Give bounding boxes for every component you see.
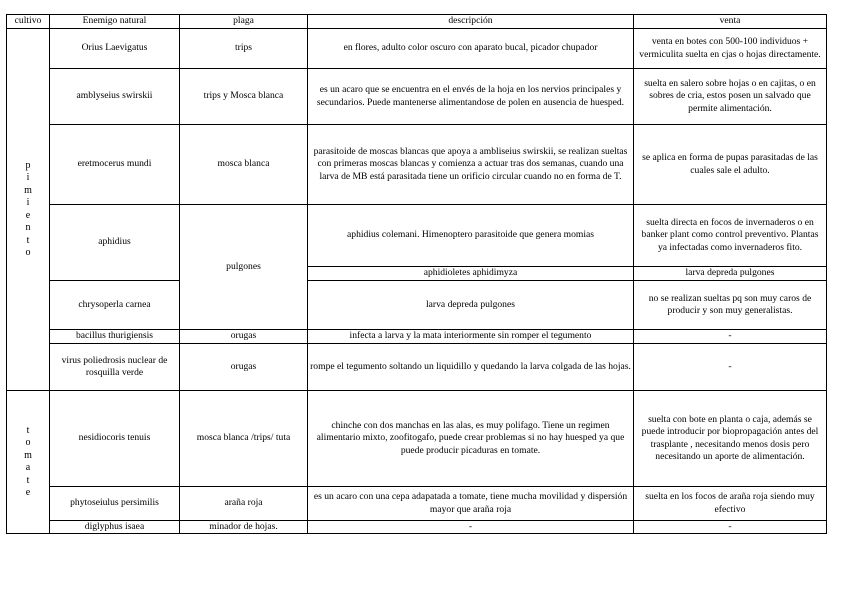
cell-descripcion[interactable]: - [308,521,634,534]
cell-venta[interactable]: no se realizan sueltas pq son muy caros de producir y son muy generalistas. [634,281,827,330]
crop-letter: e [25,209,31,221]
cell-venta[interactable]: suelta en los focos de araña roja siendo muy efectivo [634,487,827,521]
header-descripcion[interactable]: descripción [308,15,634,29]
cell-enemigo[interactable]: virus poliedrosis nuclear de rosquilla verde [50,344,180,391]
crop-letter: o [25,437,31,449]
cell-enemigo[interactable]: diglyphus isaea [50,521,180,534]
cell-plaga[interactable]: trips [180,29,308,69]
crop-cell-pimiento[interactable] [7,29,50,391]
cell-plaga[interactable]: mosca blanca /trips/ tuta [180,391,308,487]
cell-descripcion[interactable]: rompe el tegumento soltando un liquidillo y quedando la larva colgada de las hojas. [308,344,634,391]
header-plaga[interactable]: plaga [180,15,308,29]
crop-letter: p [25,159,31,171]
cell-enemigo[interactable]: Orius Laevigatus [50,29,180,69]
cell-venta[interactable]: - [634,521,827,534]
header-row [7,15,827,29]
crop-letter: i [26,197,30,208]
crop-letter: t [26,234,30,246]
crop-letter: e [25,487,31,499]
table-row [7,521,827,534]
cell-enemigo[interactable]: phytoseiulus persimilis [50,487,180,521]
header-cultivo[interactable]: cultivo [7,15,50,29]
crop-label-tomate [23,425,33,500]
crop-letter: i [26,172,30,183]
crop-letter: m [24,184,32,196]
cell-descripcion[interactable]: chinche con dos manchas en las alas, es muy polifago. Tiene un regimen alimentario mixto, zoofitogafo, puede crear problemas si no hay huesped ya que puede producir picaduras en tomate. [308,391,634,487]
cell-plaga[interactable]: pulgones [180,205,308,330]
header-venta[interactable]: venta [634,15,827,29]
cell-descripcion[interactable]: aphidioletes aphidimyza [308,267,634,281]
cell-descripcion[interactable]: es un acaro que se encuentra en el envés de la hoja en los nervios principales y secundarios. Puede mantenerse alimentandose de polen en ausencia de huesped. [308,69,634,125]
cell-descripcion[interactable]: en flores, adulto color oscuro con aparato bucal, picador chupador [308,29,634,69]
crop-label-pimiento [23,160,33,260]
cell-enemigo[interactable]: chrysoperla carnea [50,281,180,330]
table-row [7,29,827,69]
cell-descripcion[interactable]: parasitoide de moscas blancas que apoya a ambliseius swirskii, se realizan sueltas con primeras moscas blancas y comienza a actuar tras dos semanas, cuando una larva de MB está parasitada tiene un orificio circular cuando no en forma de T. [308,125,634,205]
pest-control-table [6,14,827,534]
cell-plaga[interactable]: trips y Mosca blanca [180,69,308,125]
table-row [7,281,827,330]
cell-venta[interactable]: suelta directa en focos de invernaderos o en banker plant como control preventivo. Plantas ya infectadas como invernaderos fito. [634,205,827,267]
cell-venta[interactable]: suelta en salero sobre hojas o en cajitas, o en sobres de cria, estos posen un salvado que permite alimentación. [634,69,827,125]
table-row [7,69,827,125]
table-row [7,344,827,391]
table-row [7,125,827,205]
cell-descripcion[interactable]: infecta a larva y la mata interiormente sin romper el tegumento [308,330,634,344]
table-row [7,330,827,344]
cell-descripcion[interactable]: larva depreda pulgones [308,281,634,330]
cell-plaga[interactable]: araña roja [180,487,308,521]
cell-descripcion[interactable]: aphidius colemani. Himenoptero parasitoide que genera momias [308,205,634,267]
cell-venta[interactable]: - [634,330,827,344]
table-row [7,487,827,521]
cell-venta[interactable]: suelta con bote en planta o caja, además se puede introducir por biopropagación antes del trasplante , necesitando menos dosis pero necesitando un aporte de alimentación. [634,391,827,487]
cell-enemigo[interactable]: aphidius [50,205,180,281]
crop-letter: m [24,449,32,461]
crop-letter: a [25,462,31,474]
crop-letter: n [25,222,31,233]
cell-venta[interactable]: - [634,344,827,391]
crop-letter: t [26,424,30,436]
cell-plaga[interactable]: mosca blanca [180,125,308,205]
cell-venta[interactable]: larva depreda pulgones [634,267,827,281]
cell-plaga[interactable]: orugas [180,344,308,391]
cell-venta[interactable]: venta en botes con 500-100 individuos + vermiculita suelta en cjas o hojas directamente. [634,29,827,69]
cell-enemigo[interactable]: amblyseius swirskii [50,69,180,125]
cell-plaga[interactable]: orugas [180,330,308,344]
header-enemigo-natural[interactable]: Enemigo natural [50,15,180,29]
cell-enemigo[interactable]: nesidiocoris tenuis [50,391,180,487]
crop-letter: t [26,474,30,486]
crop-letter: o [25,247,31,258]
crop-cell-tomate[interactable] [7,391,50,534]
table-row [7,391,827,487]
cell-descripcion[interactable]: es un acaro con una cepa adapatada a tomate, tiene mucha movilidad y dispersión mayor que araña roja [308,487,634,521]
cell-venta[interactable]: se aplica en forma de pupas parasitadas de las cuales sale el adulto. [634,125,827,205]
table-row [7,205,827,267]
cell-enemigo[interactable]: bacillus thurigiensis [50,330,180,344]
cell-enemigo[interactable]: eretmocerus mundi [50,125,180,205]
cell-plaga[interactable]: minador de hojas. [180,521,308,534]
